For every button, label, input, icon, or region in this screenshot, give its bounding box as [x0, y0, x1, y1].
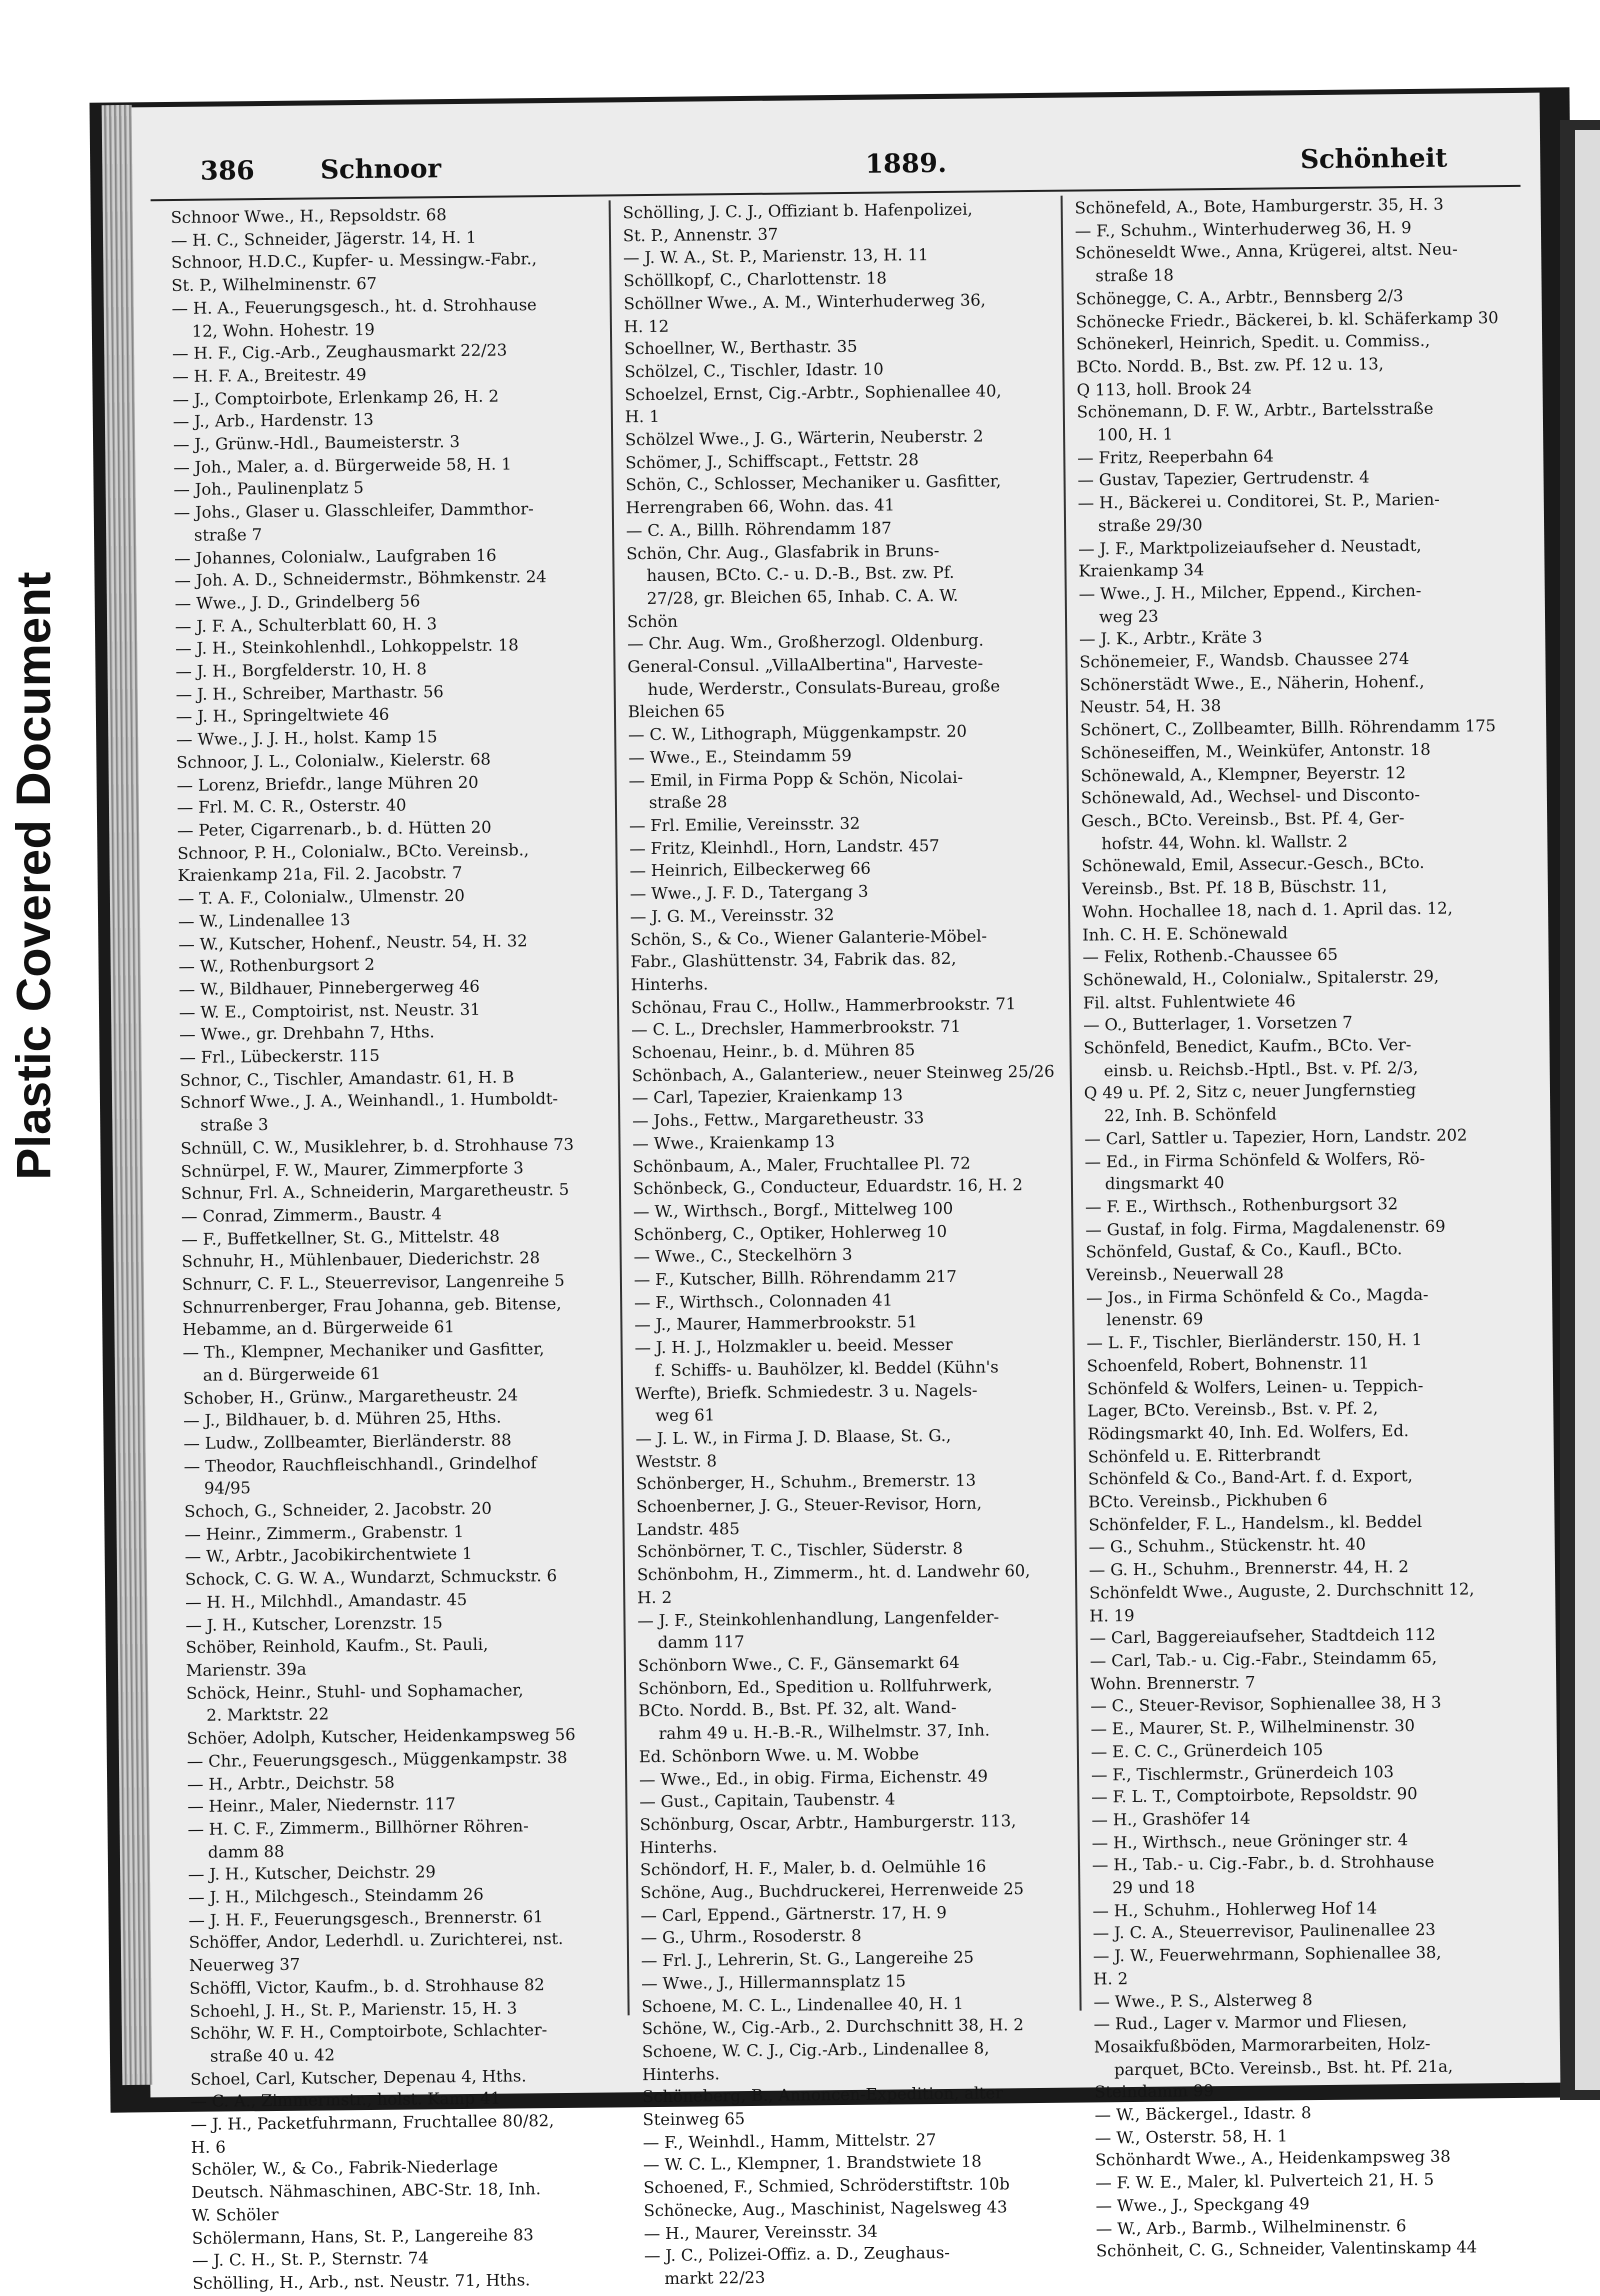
directory-entry: — J., Arb., Hardenstr. 13: [172, 410, 374, 432]
directory-entry: Wohn. Hochallee 18, nach d. 1. April das. 12,: [1081, 898, 1453, 922]
directory-entry: — H., Schuhm., Hohlerweg Hof 14: [1092, 1898, 1378, 1921]
directory-entry: — J. W., Feuerwehrmann, Sophienallee 38,: [1092, 1942, 1442, 1966]
directory-entry: Schönbohm, H., Zimmerm., ht. d. Landwehr 60,: [636, 1561, 1031, 1585]
directory-entry: — F., Weinhdl., Hamm, Mittelstr. 27: [642, 2129, 937, 2152]
directory-entry: — Chr., Feuerungsgesch., Müggenkampstr. 38: [186, 1747, 568, 1771]
directory-entry: Schoelzel, Ernst, Cig.-Arbtr., Sophienallee 40,: [624, 380, 1002, 404]
directory-entry: — C. A., Billh. Röhrendamm 187: [625, 518, 892, 541]
directory-entry: Schnorf Wwe., J. A., Weinhandl., 1. Humboldt-: [179, 1089, 558, 1113]
directory-entry: — H., Wirthsch., neue Gröninger str. 4: [1091, 1829, 1409, 1853]
directory-entry: — G. H., Schuhm., Brennerstr. 44, H. 2: [1088, 1557, 1409, 1580]
directory-entry: — J. H., Borgfelderstr. 10, H. 8: [175, 659, 427, 682]
directory-entry: Herrengraben 66, Wohn. das. 41: [625, 495, 895, 518]
directory-entry: Schoch, G., Schneider, 2. Jacobstr. 20: [184, 1498, 492, 1522]
directory-entry: — J. C. A., Steuerrevisor, Paulinenallee 23: [1092, 1920, 1436, 1943]
directory-entry: Schoene, M. C. L., Lindenallee 40, H. 1: [641, 1993, 964, 2016]
directory-entry: Schöllner Wwe., A. M., Winterhuderweg 36,: [623, 290, 986, 314]
directory-entry: — H. F. A., Breitestr. 49: [172, 364, 367, 386]
directory-entry: — Johs., Glaser u. Glasschleifer, Dammthor-: [173, 499, 534, 523]
page-number: 386: [200, 156, 255, 187]
directory-entry: Schoenfeld, Robert, Bohnenstr. 11: [1086, 1353, 1370, 1376]
directory-entry: General-Consul. „VillaAlbertina", Harveste-: [627, 653, 984, 677]
directory-entry: weg 23: [1098, 606, 1159, 626]
directory-entry: — Carl, Sattler u. Tapezier, Horn, Landstr. 202: [1084, 1125, 1468, 1149]
directory-entry: Schönewald, Ad., Wechsel- und Disconto-: [1080, 785, 1421, 808]
directory-entry: 22, Inh. B. Schönfeld: [1104, 1104, 1277, 1126]
directory-entry: Schober, H., Grünw., Margaretheustr. 24: [183, 1385, 519, 1408]
directory-entry: — Frl. M. C. R., Osterstr. 40: [176, 795, 407, 818]
directory-entry: straße 28: [648, 792, 728, 813]
directory-entry: — Ed., in Firma Schönfeld & Wolfers, Rö-: [1084, 1148, 1426, 1172]
directory-entry: Schöne, W., Cig.-Arb., 2. Durchschnitt 38, H. 2: [641, 2015, 1024, 2039]
directory-entry: — Heinr., Maler, Niedernstr. 117: [187, 1794, 456, 1817]
directory-entry: Schnoor, P. H., Colonialw., BCto. Vereinsb.,: [177, 839, 530, 863]
directory-entry: — E. C. C., Grünerdeich 105: [1090, 1739, 1324, 1762]
directory-entry: Schönecke, Aug., Maschinist, Nagelsweg 43: [643, 2197, 1008, 2221]
directory-entry: BCto. Nordd. B., Bst. zw. Pf. 12 u. 13,: [1076, 354, 1384, 377]
directory-entry: H. 19: [1089, 1605, 1135, 1626]
directory-entry: — J., Grünw.-Hdl., Baumeisterstr. 3: [173, 432, 460, 455]
directory-entry: — Wwe., J. F. D., Tatergang 3: [629, 881, 869, 904]
directory-entry: straße 7: [194, 524, 263, 545]
directory-entry: — F. E., Wirthsch., Rothenburgsort 32: [1085, 1194, 1399, 1217]
header-right-word: Schönheit: [1300, 143, 1448, 176]
directory-entry: Schöler, W., & Co., Fabrik-Niederlage: [191, 2157, 499, 2180]
directory-entry: Schnurr, C. F. L., Steuerrevisor, Langenreihe 5: [181, 1270, 565, 1295]
directory-entry: rahm 49 u. H.-B.-R., Wilhelmstr. 37, Inh.: [658, 1720, 990, 1744]
directory-entry: St. P., Wilhelminenstr. 67: [171, 273, 378, 296]
directory-entry: BCto. Vereinsb., Pickhuben 6: [1088, 1490, 1328, 1512]
directory-entry: — J. H., Kutscher, Deichstr. 29: [188, 1862, 436, 1885]
directory-entry: Landstr. 485: [636, 1518, 740, 1539]
directory-entry: — W., Bildhauer, Pinnebergerweg 46: [178, 976, 480, 999]
directory-entry: Schönborn, Ed., Spedition u. Rollfuhrwerk,: [638, 1675, 993, 1698]
directory-entry: Schöber, Reinhold, Kaufm., St. Pauli,: [185, 1635, 489, 1658]
directory-entry: — J. H. F., Feuerungsgesch., Brennerstr. 61: [188, 1906, 544, 1930]
directory-entry: parquet, BCto. Vereinsb., Bst. ht. Pf. 21a,: [1114, 2056, 1454, 2079]
directory-entry: 100, H. 1: [1097, 424, 1174, 445]
directory-entry: — J. F. A., Schulterblatt 60, H. 3: [174, 613, 438, 636]
directory-entry: — Fritz, Kleinhdl., Horn, Landstr. 457: [629, 835, 940, 858]
directory-entry: — J. H., Schreiber, Marthastr. 56: [175, 681, 444, 704]
directory-entry: Schönfeldt Wwe., Auguste, 2. Durchschnitt 12,: [1089, 1579, 1475, 1603]
directory-entry: Steinweg 65: [642, 2109, 746, 2130]
directory-entry: Rödingsmarkt 40, Inh. Ed. Wolfers, Ed.: [1087, 1421, 1410, 1444]
directory-entry: — J., Bildhauer, b. d. Mühren 25, Hths.: [183, 1407, 502, 1431]
directory-entry: Deutsch. Nähmaschinen, ABC-Str. 18, Inh.: [191, 2179, 541, 2203]
directory-entry: Schöneseldt Wwe., Anna, Krügerei, altst. Neu-: [1075, 239, 1458, 263]
directory-entry: — Emil, in Firma Popp & Schön, Nicolai-: [628, 767, 964, 790]
directory-entry: — H., Grashöfer 14: [1091, 1808, 1251, 1830]
directory-entry: Schnüll, C. W., Musiklehrer, b. d. Strohhause 73: [180, 1134, 575, 1158]
directory-entry: lenenstr. 69: [1106, 1309, 1204, 1330]
directory-entry: Schnoor Wwe., H., Repsoldstr. 68: [170, 205, 447, 228]
directory-entry: — Jos., in Firma Schönfeld & Co., Magda-: [1086, 1284, 1429, 1308]
directory-entry: — Wwe., Ed., in obig. Firma, Eichenstr. 49: [639, 1766, 988, 1789]
directory-entry: Schönfeld, Benedict, Kaufm., BCto. Ver-: [1083, 1035, 1412, 1058]
directory-entry: Hinterhs.: [642, 2064, 720, 2084]
directory-entry: — Felix, Rothenb.-Chaussee 65: [1082, 945, 1338, 967]
column-3: [1075, 193, 1529, 2263]
directory-entry: — Wwe., P. S., Alsterweg 8: [1093, 1989, 1313, 2011]
directory-entry: Bleichen 65: [627, 701, 726, 722]
directory-entry: BCto. Nordd. B., Bst. Pf. 32, alt. Wand-: [638, 1698, 957, 1721]
directory-entry: — Wwe., J. D., Grindelberg 56: [174, 591, 421, 613]
directory-entry: Schnuhr, H., Mühlenbauer, Diederichstr. 28: [181, 1248, 541, 1272]
directory-entry: — J. C., Polizei-Offiz. a. D., Zeughaus-: [644, 2243, 950, 2266]
directory-entry: — J. K., Arbtr., Kräte 3: [1079, 627, 1263, 649]
directory-entry: Schön: [626, 611, 678, 631]
directory-entry: Q 113, holl. Brook 24: [1076, 378, 1252, 400]
directory-entry: — Wwe., J. J. H., holst. Kamp 15: [176, 727, 438, 750]
directory-entry: — J. L. W., in Firma J. D. Blaase, St. G.,: [635, 1425, 952, 1449]
directory-entry: — Joh. A. D., Schneidermstr., Böhmkenstr. 24: [174, 567, 547, 591]
directory-entry: — W., Lindenallee 13: [178, 909, 351, 931]
directory-entry: damm 117: [657, 1632, 745, 1653]
directory-entry: Schöck, Heinr., Stuhl- und Sophamacher,: [186, 1680, 524, 1703]
directory-entry: Schön, S., & Co., Wiener Galanterie-Möbel-: [630, 926, 988, 949]
directory-entry: — Fritz, Reeperbahn 64: [1077, 446, 1274, 468]
directory-entry: Marienstr. 39a: [185, 1659, 307, 1680]
directory-entry: dingsmarkt 40: [1104, 1173, 1225, 1194]
directory-entry: — O., Butterlager, 1. Vorsetzen 7: [1083, 1012, 1353, 1035]
directory-entry: Kraienkamp 21a, Fil. 2. Jacobstr. 7: [177, 863, 463, 886]
directory-entry: — C. A., Zimmermstr., holst. Kamp 41: [190, 2089, 501, 2112]
directory-entry: — Joh., Maler, a. d. Bürgerweide 58, H. 1: [173, 454, 512, 477]
directory-entry: — Heinrich, Eilbeckerweg 66: [629, 859, 871, 881]
directory-entry: — Frl., Lübeckerstr. 115: [179, 1045, 380, 1067]
directory-entry: Schönheit, C. G., Schneider, Valentinskamp 44: [1096, 2237, 1478, 2261]
directory-entry: — T. A. F., Colonialw., Ulmenstr. 20: [177, 886, 465, 909]
directory-entry: — W. E., Comptoirist, nst. Neustr. 31: [178, 999, 481, 1022]
directory-entry: — H. F., Cig.-Arb., Zeughausmarkt 22/23: [172, 340, 508, 364]
directory-entry: Schönfeld u. E. Ritterbrandt: [1087, 1444, 1321, 1467]
directory-entry: — Carl, Eppend., Gärtnerstr. 17, H. 9: [640, 1902, 947, 1925]
directory-entry: Schönegge, C. A., Arbtr., Bennsberg 2/3: [1075, 285, 1404, 309]
directory-entry: — J. H., Springeltwiete 46: [175, 705, 390, 727]
directory-entry: — H. C., Schneider, Jägerstr. 14, H. 1: [170, 227, 477, 250]
directory-entry: Hebamme, an d. Bürgerweide 61: [182, 1317, 455, 1340]
directory-entry: Schön, Chr. Aug., Glasfabrik in Bruns-: [626, 540, 940, 563]
directory-entry: Schölzel Wwe., J. G., Wärterin, Neuberstr. 2: [625, 426, 984, 450]
directory-entry: — Lorenz, Briefdr., lange Mühren 20: [176, 772, 479, 795]
directory-entry: — C. L., Drechsler, Hammerbrookstr. 71: [631, 1017, 961, 1040]
directory-entry: Schoenberner, J. G., Steuer-Revisor, Horn,: [636, 1493, 982, 1517]
directory-entry: St. P., Annenstr. 37: [622, 224, 779, 245]
directory-entry: — F., Buffetkellner, St. G., Mittelstr. 48: [181, 1226, 500, 1249]
directory-entry: — F., Kutscher, Billh. Röhrendamm 217: [633, 1266, 957, 1290]
directory-entry: H. 12: [623, 316, 670, 336]
directory-entry: — W., Osterstr. 58, H. 1: [1094, 2126, 1288, 2148]
directory-entry: — W., Arbtr., Jacobikirchentwiete 1: [184, 1544, 473, 1567]
directory-entry: Schönberger, H., Schuhm., Bremerstr. 13: [635, 1471, 977, 1494]
side-label-plastic: Plastic Covered Document: [8, 571, 61, 1180]
directory-entry: — H., Arbtr., Deichstr. 58: [187, 1772, 395, 1794]
directory-entry: — J. H., Milchgesch., Steindamm 26: [188, 1884, 484, 1907]
directory-entry: — Chr. Aug. Wm., Großherzogl. Oldenburg.: [627, 630, 984, 654]
directory-entry: Schöffer, Andor, Lederhdl. u. Zurichterei, nst.: [188, 1929, 564, 1953]
directory-entry: 29 und 18: [1112, 1877, 1196, 1898]
directory-entry: — J. H., Kutscher, Lorenzstr. 15: [185, 1612, 443, 1635]
directory-entry: straße 29/30: [1097, 515, 1203, 536]
directory-entry: Schönhardt Wwe., A., Heidenkampsweg 38: [1095, 2147, 1451, 2170]
directory-entry: — J. C. H., St. P., Sternstr. 74: [192, 2248, 429, 2271]
directory-entry: Schönbaum, A., Maler, Fruchtallee Pl. 72: [632, 1153, 971, 1176]
directory-entry: — Gustaf, in folg. Firma, Magdalenenstr. 69: [1085, 1216, 1446, 1240]
directory-entry: Gesch., BCto. Vereinsb., Bst. Pf. 4, Ger-: [1081, 808, 1405, 831]
directory-entry: Neuerweg 37: [188, 1954, 301, 1976]
directory-entry: — H. A., Feuerungsgesch., ht. d. Strohhause: [171, 294, 537, 318]
directory-entry: — Wwe., J., Hillermannsplatz 15: [641, 1971, 906, 1994]
directory-entry: — Wwe., gr. Drehbahn 7, Hths.: [179, 1022, 435, 1045]
directory-entry: — Th., Klempner, Mechaniker und Gasfitter,: [182, 1339, 545, 1363]
directory-entry: — C. W., Lithograph, Müggenkampstr. 20: [628, 721, 967, 745]
directory-entry: Neustr. 54, H. 38: [1079, 696, 1222, 717]
directory-entry: 27/28, gr. Bleichen 65, Inhab. C. A. W.: [646, 585, 959, 609]
directory-entry: — Wwe., E., Steindamm 59: [628, 745, 852, 768]
directory-entry: straße 40 u. 42: [209, 2045, 335, 2066]
directory-entry: Schön, C., Schlosser, Mechaniker u. Gasfitter,: [625, 471, 1002, 495]
directory-entry: Weststr. 8: [635, 1451, 717, 1471]
directory-entry: — Wwe., J. H., Milcher, Eppend., Kirchen-: [1078, 580, 1422, 604]
directory-entry: markt 22/23: [664, 2267, 766, 2288]
directory-entry: straße 18: [1095, 265, 1174, 286]
directory-entry: — H. C. F., Zimmerm., Billhörner Röhren-: [187, 1816, 529, 1839]
directory-entry: — F., Tischlermstr., Grünerdeich 103: [1091, 1761, 1395, 1784]
directory-entry: Schönborn Wwe., C. F., Gänsemarkt 64: [637, 1652, 960, 1676]
directory-entry: — J. H., Steinkohlenhdl., Lohkoppelstr. 18: [175, 635, 519, 659]
directory-entry: — Heinr., Zimmerm., Grabenstr. 1: [184, 1521, 464, 1544]
directory-entry: Schöer, Adolph, Kutscher, Heidenkampsweg 56: [186, 1724, 576, 1749]
directory-entry: — Joh., Paulinenplatz 5: [173, 478, 364, 500]
directory-entry: — Peter, Cigarrenarb., b. d. Hütten 20: [177, 817, 492, 840]
directory-entry: Hinterhs.: [630, 974, 709, 995]
directory-entry: Schoenau, Heinr., b. d. Mühren 85: [631, 1040, 916, 1063]
directory-entry: Schnurrenberger, Frau Johanna, geb. Bitense,: [182, 1293, 562, 1317]
directory-entry: — W. C. L., Klempner, 1. Brandstwiete 18: [643, 2152, 982, 2175]
directory-entry: Kraienkamp 34: [1078, 560, 1205, 581]
facing-page-strip: [1575, 130, 1600, 2090]
directory-entry: — Frl. Emilie, Vereinsstr. 32: [629, 813, 861, 836]
directory-entry: Wohn. Brennerstr. 7: [1090, 1672, 1256, 1694]
directory-entry: Schoened, F., Schmied, Schröderstiftstr. 10b: [643, 2174, 1010, 2198]
directory-entry: — J. H. J., Holzmakler u. beeid. Messer: [634, 1335, 953, 1358]
directory-entry: H. 2: [1093, 1968, 1129, 1989]
directory-entry: — J., Comptoirbote, Erlenkamp 26, H. 2: [172, 386, 499, 409]
directory-entry: — Rud., Lager v. Marmor und Fliesen,: [1093, 2011, 1408, 2034]
directory-entry: Schölermann, Hans, St. P., Langereihe 83: [191, 2224, 534, 2248]
directory-entry: Schönekerl, Heinrich, Spedit. u. Commiss.,: [1076, 331, 1431, 354]
directory-entry: Schönburg, Oscar, Arbtr., Hamburgerstr. 113,: [639, 1811, 1017, 1835]
directory-entry: Inh. C. H. E. Schönewald: [1082, 922, 1288, 945]
directory-entry: — E., Maurer, St. P., Wilhelminenstr. 30: [1090, 1716, 1415, 1739]
directory-entry: — H., Bäckerei u. Conditorei, St. P., Marien-: [1077, 489, 1440, 513]
directory-entry: Werfte), Briefk. Schmiedestr. 3 u. Nagels-: [635, 1380, 978, 1403]
directory-entry: Schöllkopf, C., Charlottenstr. 18: [623, 268, 887, 291]
directory-entry: — Carl, Tab.- u. Cig.-Fabr., Steindamm 65,: [1089, 1647, 1438, 1671]
directory-entry: — J. F., Steinkohlenhandlung, Langenfelder-: [637, 1607, 1000, 1630]
directory-entry: — Wwe., J., Speckgang 49: [1095, 2194, 1310, 2216]
directory-entry: einsb. u. Reichsb.-Hptl., Bst. v. Pf. 2/3,: [1103, 1057, 1419, 1081]
directory-entry: Schöneseiffen, M., Weinküfer, Antonstr. 18: [1080, 739, 1431, 763]
directory-entry: Fabr., Glashüttenstr. 34, Fabrik das. 82,: [630, 949, 957, 972]
directory-entry: Schönfeld & Wolfers, Leinen- u. Teppich-: [1086, 1375, 1424, 1399]
directory-entry: H. 1: [624, 407, 660, 427]
directory-entry: hude, Werderstr., Consulats-Bureau, große: [647, 676, 1001, 699]
directory-entry: Schönfeld & Co., Band-Art. f. d. Export,: [1087, 1466, 1413, 1489]
directory-entry: — G., Uhrm., Rosoderstr. 8: [640, 1926, 862, 1948]
directory-entry: Vereinsb., Bst. Pf. 18 B, Büschstr. 11,: [1081, 876, 1388, 899]
directory-page: [130, 93, 1561, 2293]
column-2: [623, 198, 1077, 2291]
directory-entry: Schönert, C., Zollbeamter, Billh. Röhrendamm 175: [1080, 716, 1497, 740]
directory-entry: — Wwe., Kraienkamp 13: [632, 1131, 836, 1154]
directory-entry: weg 61: [655, 1405, 715, 1426]
directory-entry: Schönefeld, A., Bote, Hamburgerstr. 35, H. 3: [1074, 194, 1444, 218]
directory-entry: — L. F., Tischler, Bierländerstr. 150, H. 1: [1086, 1330, 1423, 1353]
directory-entry: 2. Marktstr. 22: [206, 1704, 330, 1726]
directory-entry: — H., Tab.- u. Cig.-Fabr., b. d. Strohhause: [1091, 1852, 1435, 1875]
directory-entry: Lager, BCto. Vereinsb., Bst. v. Pf. 2,: [1087, 1398, 1379, 1421]
directory-entry: — F. W. E., Maler, kl. Pulverteich 21, H. 5: [1095, 2170, 1435, 2193]
directory-entry: Schönewald, Emil, Assecur.-Gesch., BCto.: [1081, 853, 1425, 876]
directory-entry: — H., Maurer, Vereinsstr. 34: [643, 2221, 878, 2243]
directory-entry: Schnoor, J. L., Colonialw., Kielerstr. 68: [176, 749, 491, 772]
directory-entry: Schoene, W. C. J., Cig.-Arb., Lindenallee 8,: [641, 2038, 990, 2062]
directory-entry: Mosaikfußböden, Marmorarbeiten, Holz-: [1093, 2033, 1431, 2057]
directory-entry: Schnor, C., Tischler, Amandastr. 61, H. B: [179, 1067, 515, 1090]
directory-entry: Ed. Schönborn Wwe. u. M. Wobbe: [638, 1744, 920, 1767]
directory-entry: damm 88: [207, 1841, 285, 1862]
header-year: 1889.: [865, 148, 947, 180]
directory-entry: — W., Bäckergel., Idastr. 8: [1094, 2103, 1312, 2125]
directory-entry: — Gustav, Tapezier, Gertrudenstr. 4: [1077, 467, 1370, 490]
directory-entry: — Frl. J., Lehrerin, St. G., Langereihe 25: [640, 1947, 974, 1971]
directory-entry: Steindamm 99: [1094, 2081, 1214, 2102]
directory-entry: Schoehl, J. H., St. P., Marienstr. 15, H. 3: [189, 1998, 518, 2021]
directory-entry: — F., Wirthsch., Colonnaden 41: [634, 1290, 893, 1312]
directory-entry: — W., Kutscher, Hohenf., Neustr. 54, H. 32: [178, 930, 528, 954]
directory-entry: Schöffl, Victor, Kaufm., b. d. Strohhause 82: [189, 1975, 545, 1998]
directory-entry: Schönecke Friedr., Bäckerei, b. kl. Schäferkamp 30: [1075, 307, 1499, 332]
directory-entry: — J. W. A., St. P., Marienstr. 13, H. 11: [623, 245, 929, 268]
directory-entry: — F. L. T., Comptoirbote, Repsoldstr. 90: [1091, 1784, 1418, 1807]
directory-entry: Schönfeld, Gustaf, & Co., Kaufl., BCto.: [1085, 1239, 1403, 1262]
directory-entry: Schoel, Carl, Kutscher, Depenau 4, Hths.: [190, 2066, 527, 2089]
directory-entry: — Wwe., C., Steckelhörn 3: [633, 1245, 853, 1267]
directory-entry: — J. H., Packetfuhrmann, Fruchtallee 80/82,: [190, 2111, 555, 2134]
directory-entry: Schönbach, A., Galanteriew., neuer Steinweg 25/26: [631, 1061, 1055, 1085]
directory-entry: Schölzel, C., Tischler, Idastr. 10: [624, 359, 884, 382]
side-label: [0, 571, 65, 1180]
directory-entry: hofstr. 44, Wohn. kl. Wallstr. 2: [1101, 831, 1348, 853]
directory-entry: Schönbörner, T. C., Tischler, Süderstr. 8: [636, 1539, 963, 1562]
directory-entry: Schömer, J., Schiffscapt., Fettstr. 28: [625, 449, 919, 472]
directory-entry: — W., Arb., Barmb., Wilhelminenstr. 6: [1095, 2215, 1407, 2239]
directory-entry: Schock, C. G. W. A., Wundarzt, Schmuckstr. 6: [184, 1566, 558, 1590]
directory-entry: f. Schiffs- u. Bauhölzer, kl. Beddel (Kühn's: [654, 1357, 999, 1380]
directory-entry: — Carl, Baggereiaufseher, Stadtdeich 112: [1089, 1625, 1436, 1648]
directory-entry: Schönbeck, G., Conducteur, Eduardstr. 16, H. 2: [632, 1175, 1023, 1199]
directory-entry: Vereinsb., Neuerwall 28: [1085, 1263, 1284, 1285]
directory-entry: — W., Wirthsch., Borgf., Mittelweg 100: [633, 1198, 954, 1222]
directory-entry: Schönberg, C., Optiker, Hohlerweg 10: [633, 1221, 948, 1244]
directory-entry: straße 3: [200, 1115, 269, 1135]
directory-entry: — F., Schuhm., Winterhuderweg 36, H. 9: [1074, 217, 1412, 241]
directory-entry: Schönemeier, F., Wandsb. Chaussee 274: [1079, 649, 1410, 672]
directory-entry: Schoellner, W., Berthastr. 35: [624, 337, 858, 359]
directory-entry: — Johannes, Colonialw., Laufgraben 16: [174, 545, 497, 568]
directory-entry: H. 6: [190, 2137, 226, 2157]
directory-entry: Schönerstädt Wwe., E., Näherin, Hohenf.,: [1079, 671, 1425, 695]
column-1: [171, 202, 625, 2295]
directory-entry: Fil. altst. Fuhlentwiete 46: [1082, 990, 1296, 1013]
directory-entry: — J., Maurer, Hammerbrookstr. 51: [634, 1312, 918, 1335]
directory-entry: Schönewald, A., Klempner, Beyerstr. 12: [1080, 762, 1406, 786]
directory-entry: Schöhr, W. F. H., Comptoirbote, Schlachter-: [189, 2020, 548, 2044]
directory-entry: — H. H., Milchhdl., Amandastr. 45: [185, 1589, 468, 1612]
directory-entry: Schnoor, H.D.C., Kupfer- u. Messingw.-Fabr.,: [171, 249, 537, 273]
directory-entry: — Conrad, Zimmerm., Baustr. 4: [181, 1204, 442, 1226]
directory-entry: hausen, BCto. C.- u. D.-B., Bst. zw. Pf.: [646, 563, 955, 586]
directory-entry: Schölling, H., Arb., nst. Neustr. 71, Hths.: [192, 2270, 531, 2293]
directory-entry: Schönau, Frau C., Hollw., Hammerbrookstr. 71: [630, 993, 1017, 1017]
directory-entry: Schöndorf, H. F., Maler, b. d. Oelmühle 16: [640, 1856, 987, 1880]
directory-entry: Schönewald, H., Colonialw., Spitalerstr. 29,: [1082, 966, 1440, 990]
directory-entry: — W., Rothenburgsort 2: [178, 955, 375, 977]
directory-entry: 94/95: [203, 1478, 251, 1499]
directory-entry: Schöneberg, B., Annoncen-Expedition, alter: [642, 2083, 1004, 2107]
header-left-word: Schnoor: [320, 154, 442, 186]
directory-entry: — G., Schuhm., Stückenstr. ht. 40: [1088, 1535, 1366, 1557]
directory-entry: Schnur, Frl. A., Schneiderin, Margaretheustr. 5: [180, 1180, 570, 1204]
directory-entry: 12, Wohn. Hohestr. 19: [191, 319, 375, 341]
directory-entry: — Ludw., Zollbeamter, Bierländerstr. 88: [183, 1430, 512, 1453]
directory-entry: — Gust., Capitain, Taubenstr. 4: [639, 1789, 896, 1812]
directory-entry: Schölling, J. C. J., Offiziant b. Hafenpolizei,: [622, 199, 973, 223]
directory-entry: H. 2: [637, 1587, 673, 1608]
directory-entry: Schnürpel, F. W., Maurer, Zimmerpforte 3: [180, 1157, 524, 1181]
directory-entry: — C., Steuer-Revisor, Sophienallee 38, H 3: [1090, 1693, 1442, 1716]
directory-entry: — J. G. M., Vereinsstr. 32: [630, 904, 835, 927]
directory-entry: Schöne, Aug., Buchdruckerei, Herrenweide 25: [640, 1879, 1025, 1903]
directory-entry: — Theodor, Rauchfleischhandl., Grindelhof: [183, 1452, 537, 1476]
directory-entry: Q 49 u. Pf. 2, Sitz c, neuer Jungfernstieg: [1083, 1080, 1417, 1103]
directory-entry: Schönfelder, F. L., Handelsm., kl. Beddel: [1088, 1511, 1423, 1535]
directory-entry: — J. F., Marktpolizeiaufseher d. Neustadt,: [1078, 535, 1422, 559]
directory-entry: W. Schöler: [191, 2204, 279, 2225]
directory-entry: Schönemann, D. F. W., Arbtr., Bartelsstraße: [1076, 399, 1434, 422]
directory-entry: an d. Bürgerweide 61: [202, 1363, 381, 1385]
directory-entry: — Johs., Fettw., Margaretheustr. 33: [632, 1108, 925, 1131]
directory-entry: Hinterhs.: [639, 1837, 718, 1857]
directory-entry: — Carl, Tapezier, Kraienkamp 13: [631, 1085, 903, 1108]
